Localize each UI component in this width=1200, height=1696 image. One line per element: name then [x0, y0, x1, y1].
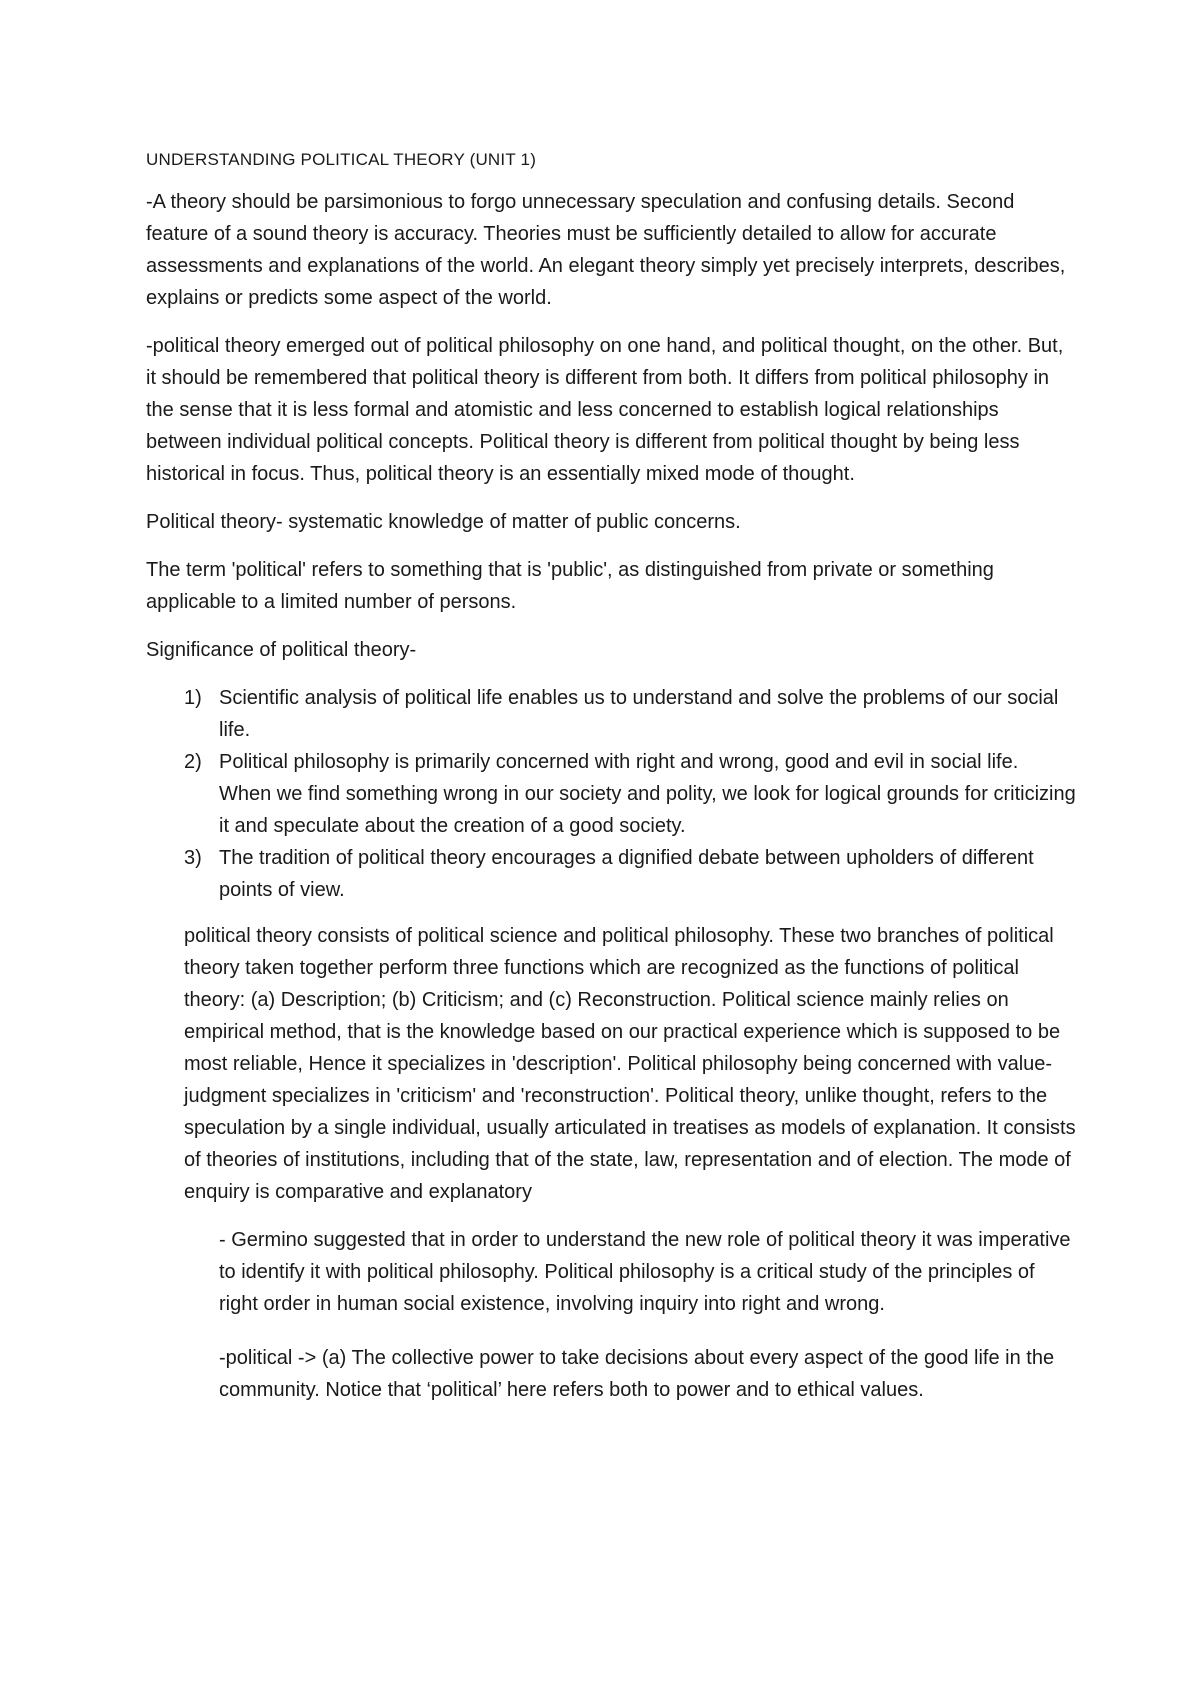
- list-item: [146, 682, 1076, 746]
- paragraph-functions: political theory consists of political science and political philosophy. These two branches of political theory taken together perform three functions which are recognized as the functions of political theory: (a) Description; (b) Criticism; and (c) Reconstruction. Political science mainly relies on empirical method, that is the knowledge based on our practical experience which is supposed to be most reliable, Hence it specializes in 'description'. Political philosophy being concerned with value-judgment specializes in 'criticism' and 'reconstruction'. Political theory, unlike thought, refers to the speculation by a single individual, usually articulated in treatises as models of explanation. It consists of theories of institutions, including that of the state, law, representation and of election. The mode of enquiry is comparative and explanatory: [184, 925, 1076, 1203]
- paragraph-political-power: -political -> (a) The collective power to take decisions about every aspect of the good life in the community. Notice that ‘political’ here refers both to power and to ethical values.: [219, 1347, 1055, 1401]
- paragraph-term-political: The term 'political' refers to something that is 'public', as distinguished from private or something applicable to a limited number of persons.: [146, 559, 994, 613]
- document-page: [146, 146, 1076, 1422]
- significance-list: [146, 682, 1076, 906]
- document-title: UNDERSTANDING POLITICAL THEORY (UNIT 1): [146, 150, 537, 169]
- list-item: [146, 842, 1076, 906]
- list-item-text: Political philosophy is primarily concerned with right and wrong, good and evil in social life. When we find something wrong in our society and polity, we look for logical grounds for criticizing it and speculate about the creation of a good society.: [219, 751, 1076, 837]
- list-item: [146, 746, 1076, 842]
- list-item-text: The tradition of political theory encourages a dignified debate between upholders of different points of view.: [219, 847, 1034, 901]
- paragraph-germino: - Germino suggested that in order to understand the new role of political theory it was imperative to identify it with political philosophy. Political philosophy is a critical study of the principles of right order in human social existence, involving inquiry into right and wrong.: [219, 1229, 1071, 1315]
- paragraph-emergence: -political theory emerged out of political philosophy on one hand, and political thought, on the other. But, it should be remembered that political theory is different from both. It differs from political philosophy in the sense that it is less formal and atomistic and less concerned to establish logical relationships between individual political concepts. Political theory is different from political thought by being less historical in focus. Thus, political theory is an essentially mixed mode of thought.: [146, 335, 1064, 485]
- list-item-text: Scientific analysis of political life enables us to understand and solve the problems of our social life.: [219, 687, 1059, 741]
- list-item-number: 2): [184, 751, 202, 773]
- list-item-number: 1): [184, 687, 202, 709]
- significance-heading: Significance of political theory-: [146, 639, 417, 661]
- list-item-number: 3): [184, 847, 202, 869]
- paragraph-definition: Political theory- systematic knowledge of matter of public concerns.: [146, 511, 741, 533]
- paragraph-parsimony: -A theory should be parsimonious to forgo unnecessary speculation and confusing details. Second feature of a sound theory is accuracy. Theories must be sufficiently detailed to allow for accurate assessments and explanations of the world. An elegant theory simply yet precisely interprets, describes, explains or predicts some aspect of the world.: [146, 191, 1066, 309]
